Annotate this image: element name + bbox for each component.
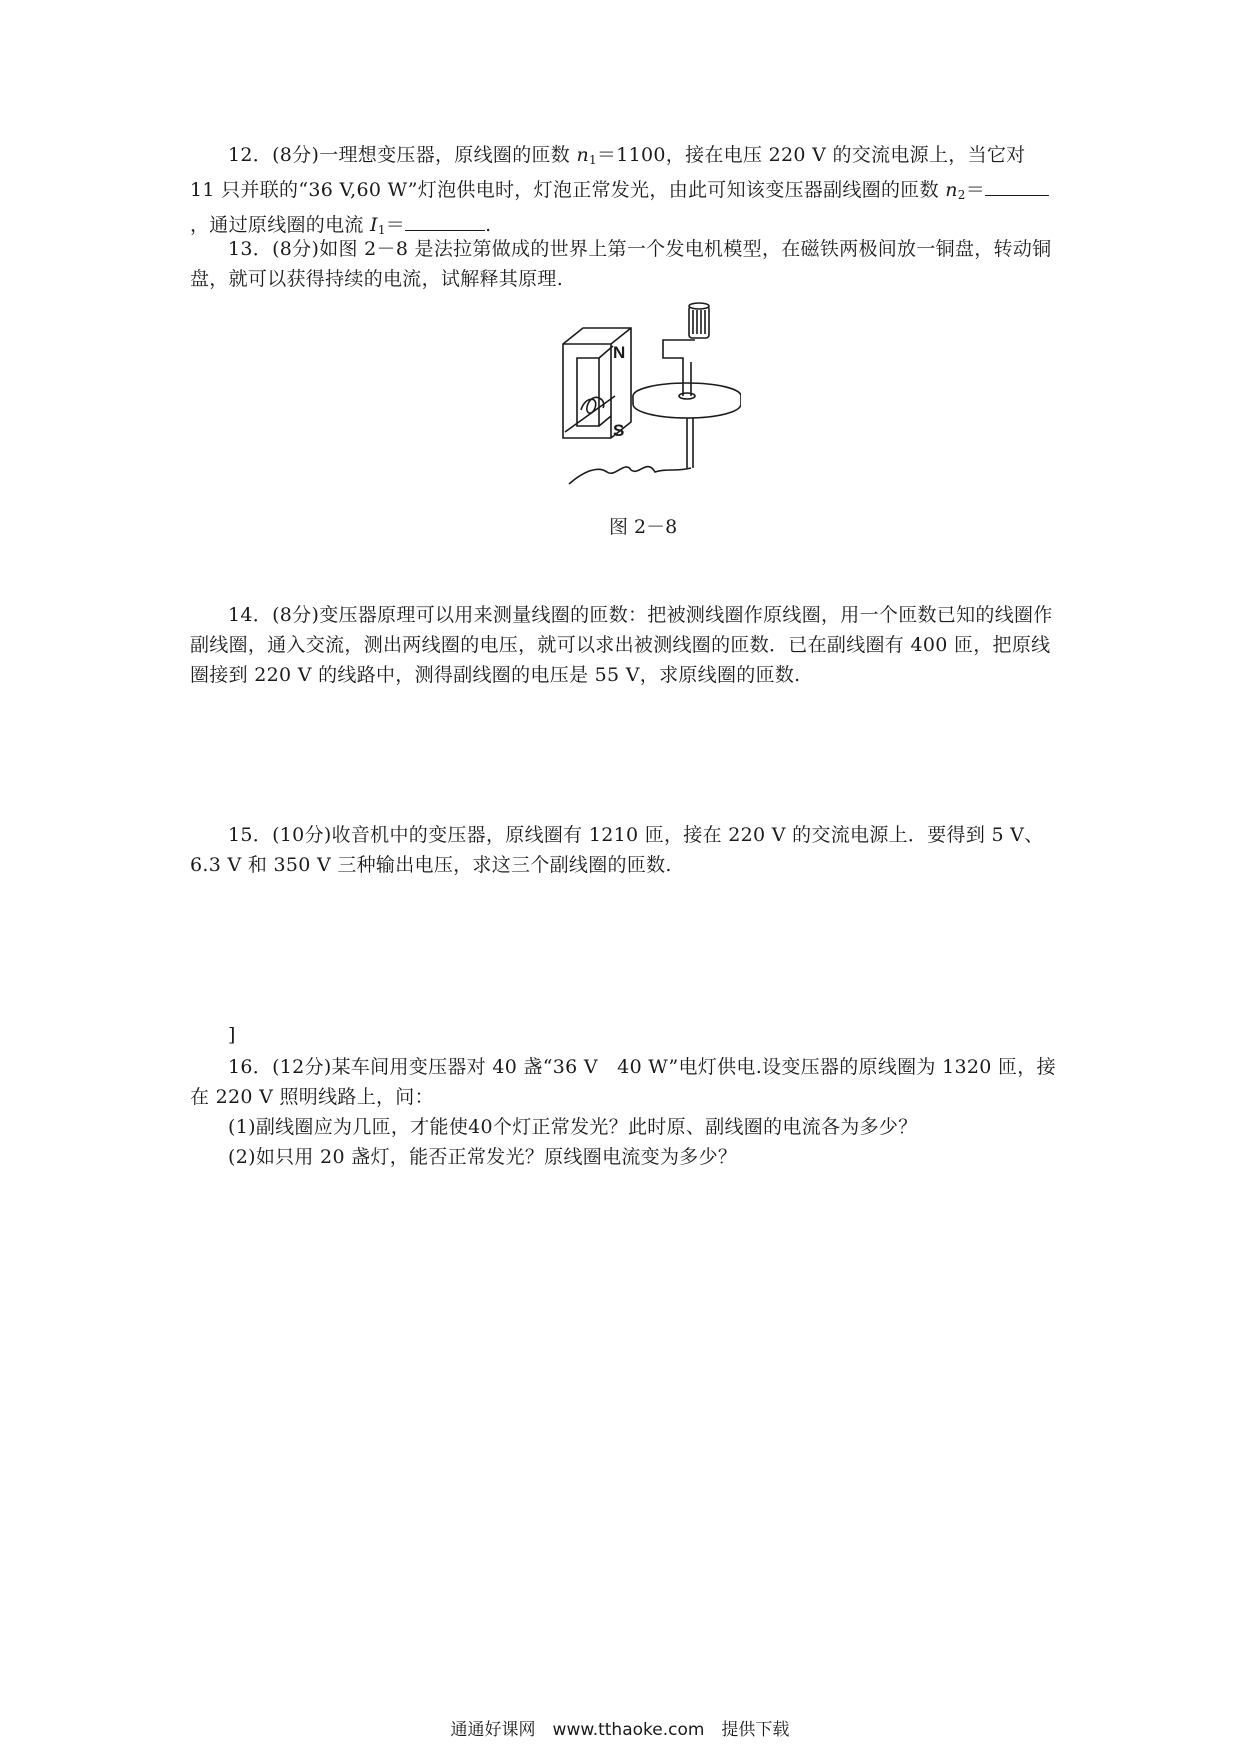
question-14 (190, 600, 1056, 690)
lead-wire (569, 467, 691, 484)
question-14-text: 14．(8分)变压器原理可以用来测量线圈的匝数：把被测线圈作原线圈，用一个匝数已知的线圈作副线圈，通入交流，测出两线圈的电压，就可以求出被测线圈的匝数．已在副线圈有 400 匝，把原线圈接到 220 V 的线路中，测得副线圈的电压是 55 V，求原线圈的匝数. (190, 604, 1053, 686)
question-16-text: 16．(12分)某车间用变压器对 40 盏“36 V 40 W”电灯供电.设变压器的原线圈为 1320 匝，接在 220 V 照明线路上，问： (190, 1056, 1056, 1108)
question-16 (190, 1052, 1056, 1172)
crank-handle (689, 306, 709, 338)
stray-bracket-mark: ] (228, 1024, 236, 1046)
north-pole-label: N (613, 343, 626, 362)
south-pole-label: S (613, 421, 625, 440)
answer-blank-i1[interactable] (405, 210, 485, 231)
faraday-disk-generator-figure (555, 300, 741, 510)
question-12 (190, 140, 1056, 245)
footer-credit: 通通好课网 www.tthaoke.com 提供下载 (450, 1720, 790, 1740)
question-15-text: 15．(10分)收音机中的变压器，原线圈有 1210 匝，接在 220 V 的交流电源上．要得到 5 V、6.3 V 和 350 V 三种输出电压，求这三个副线圈的匝数. (190, 824, 1044, 876)
figure-caption: 图 2－8 (609, 516, 678, 538)
question-16-part-1: (1)副线圈应为几匝，才能使40个灯正常发光？此时原、副线圈的电流各为多少？ (228, 1116, 918, 1138)
question-12-text: 12．(8分)一理想变压器，原线圈的匝数 n1＝1100，接在电压 220 V 的交流电源上，当它对 11 只并联的“36 V,60 W”灯泡供电时，灯泡正常发光，由此可知该变压器副线圈的匝数 n2＝，通过原线圈的电流 I1＝ . (190, 140, 1056, 245)
answer-blank-n2[interactable] (985, 175, 1049, 196)
lower-axle (687, 418, 693, 468)
question-16-part-2: (2)如只用 20 盏灯，能否正常发光？原线圈电流变为多少？ (228, 1146, 738, 1168)
question-13 (190, 234, 1056, 294)
question-13-text: 13．(8分)如图 2－8 是法拉第做成的世界上第一个发电机模型，在磁铁两极间放一铜盘，转动铜盘，就可以获得持续的电流，试解释其原理. (190, 238, 1052, 290)
question-15 (190, 820, 1056, 880)
